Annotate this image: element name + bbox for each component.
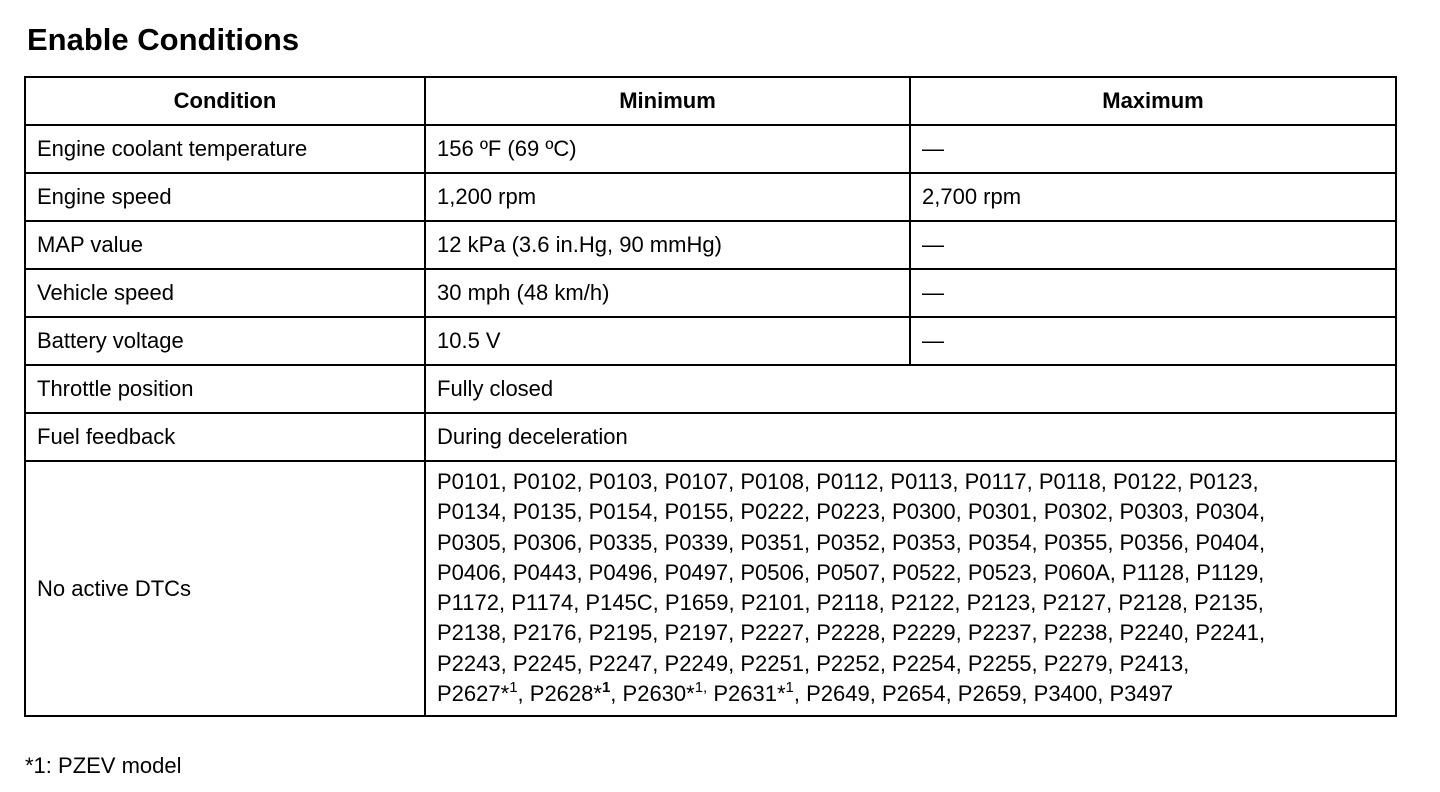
table-row [25, 173, 1396, 221]
minimum-cell: 156 ºF (69 ºC) [425, 125, 910, 173]
dtc-code: P2631* [713, 681, 786, 707]
maximum-cell: — [910, 317, 1396, 365]
dtc-line: P1172, P1174, P145C, P1659, P2101, P2118, P2122, P2123, P2127, P2128, P2135, [437, 590, 1264, 616]
condition-cell: Battery voltage [25, 317, 425, 365]
dtc-code: P2627* [437, 681, 510, 707]
page-title: Enable Conditions [27, 22, 300, 57]
minimum-cell: 1,200 rpm [425, 173, 910, 221]
minimum-cell: 10.5 V [425, 317, 910, 365]
dtc-line: P0305, P0306, P0335, P0339, P0351, P0352, P0353, P0354, P0355, P0356, P0404, [437, 529, 1266, 555]
dtc-separator: , [517, 681, 530, 707]
maximum-cell: 2,700 rpm [910, 173, 1396, 221]
dtc-code: P2628* [529, 681, 602, 707]
condition-cell: Fuel feedback [25, 413, 425, 461]
table-row [25, 221, 1396, 269]
maximum-cell: — [910, 221, 1396, 269]
dtc-line: P2138, P2176, P2195, P2197, P2227, P2228, P2229, P2237, P2238, P2240, P2241, [437, 620, 1266, 646]
maximum-cell: — [910, 125, 1396, 173]
table-row [25, 365, 1396, 413]
column-header-maximum: Maximum [910, 77, 1396, 125]
condition-cell: Throttle position [25, 365, 425, 413]
footnote: *1: PZEV model [25, 753, 182, 778]
dtc-line: P2243, P2245, P2247, P2249, P2251, P2252, P2254, P2255, P2279, P2413, [437, 650, 1190, 676]
dtc-list-cell [425, 461, 1396, 716]
minimum-cell: 30 mph (48 km/h) [425, 269, 910, 317]
footnote-marker: 1 [785, 679, 794, 697]
dtc-line: P0134, P0135, P0154, P0155, P0222, P0223, P0300, P0301, P0302, P0303, P0304, [437, 499, 1266, 525]
dtc-separator: , [793, 681, 807, 707]
table-row [25, 317, 1396, 365]
minimum-cell: 12 kPa (3.6 in.Hg, 90 mmHg) [425, 221, 910, 269]
merged-value-cell: Fully closed [425, 365, 1396, 413]
column-header-condition: Condition [25, 77, 425, 125]
table-row [25, 125, 1396, 173]
dtc-code: P2630* [622, 681, 695, 707]
footnote-marker: 1 [601, 679, 611, 697]
column-header-minimum: Minimum [425, 77, 910, 125]
dtc-line-last [437, 679, 1389, 709]
footnote-marker: 1 [509, 679, 518, 697]
condition-cell: Vehicle speed [25, 269, 425, 317]
dtc-codes-rest: P2649, P2654, P2659, P3400, P3497 [806, 681, 1174, 707]
enable-conditions-table [24, 76, 1397, 717]
dtc-line: P0101, P0102, P0103, P0107, P0108, P0112, P0113, P0117, P0118, P0122, P0123, [437, 469, 1259, 494]
footnote-marker: 1, [694, 679, 708, 697]
table-row-dtc [25, 461, 1396, 716]
dtc-line: P0406, P0443, P0496, P0497, P0506, P0507, P0522, P0523, P060A, P1128, P1129, [437, 559, 1265, 585]
condition-cell: MAP value [25, 221, 425, 269]
condition-cell: No active DTCs [25, 461, 425, 716]
condition-cell: Engine coolant temperature [25, 125, 425, 173]
table-row [25, 413, 1396, 461]
maximum-cell: — [910, 269, 1396, 317]
table-header-row [25, 77, 1396, 125]
condition-cell: Engine speed [25, 173, 425, 221]
merged-value-cell: During deceleration [425, 413, 1396, 461]
table-row [25, 269, 1396, 317]
dtc-separator: , [610, 681, 623, 707]
